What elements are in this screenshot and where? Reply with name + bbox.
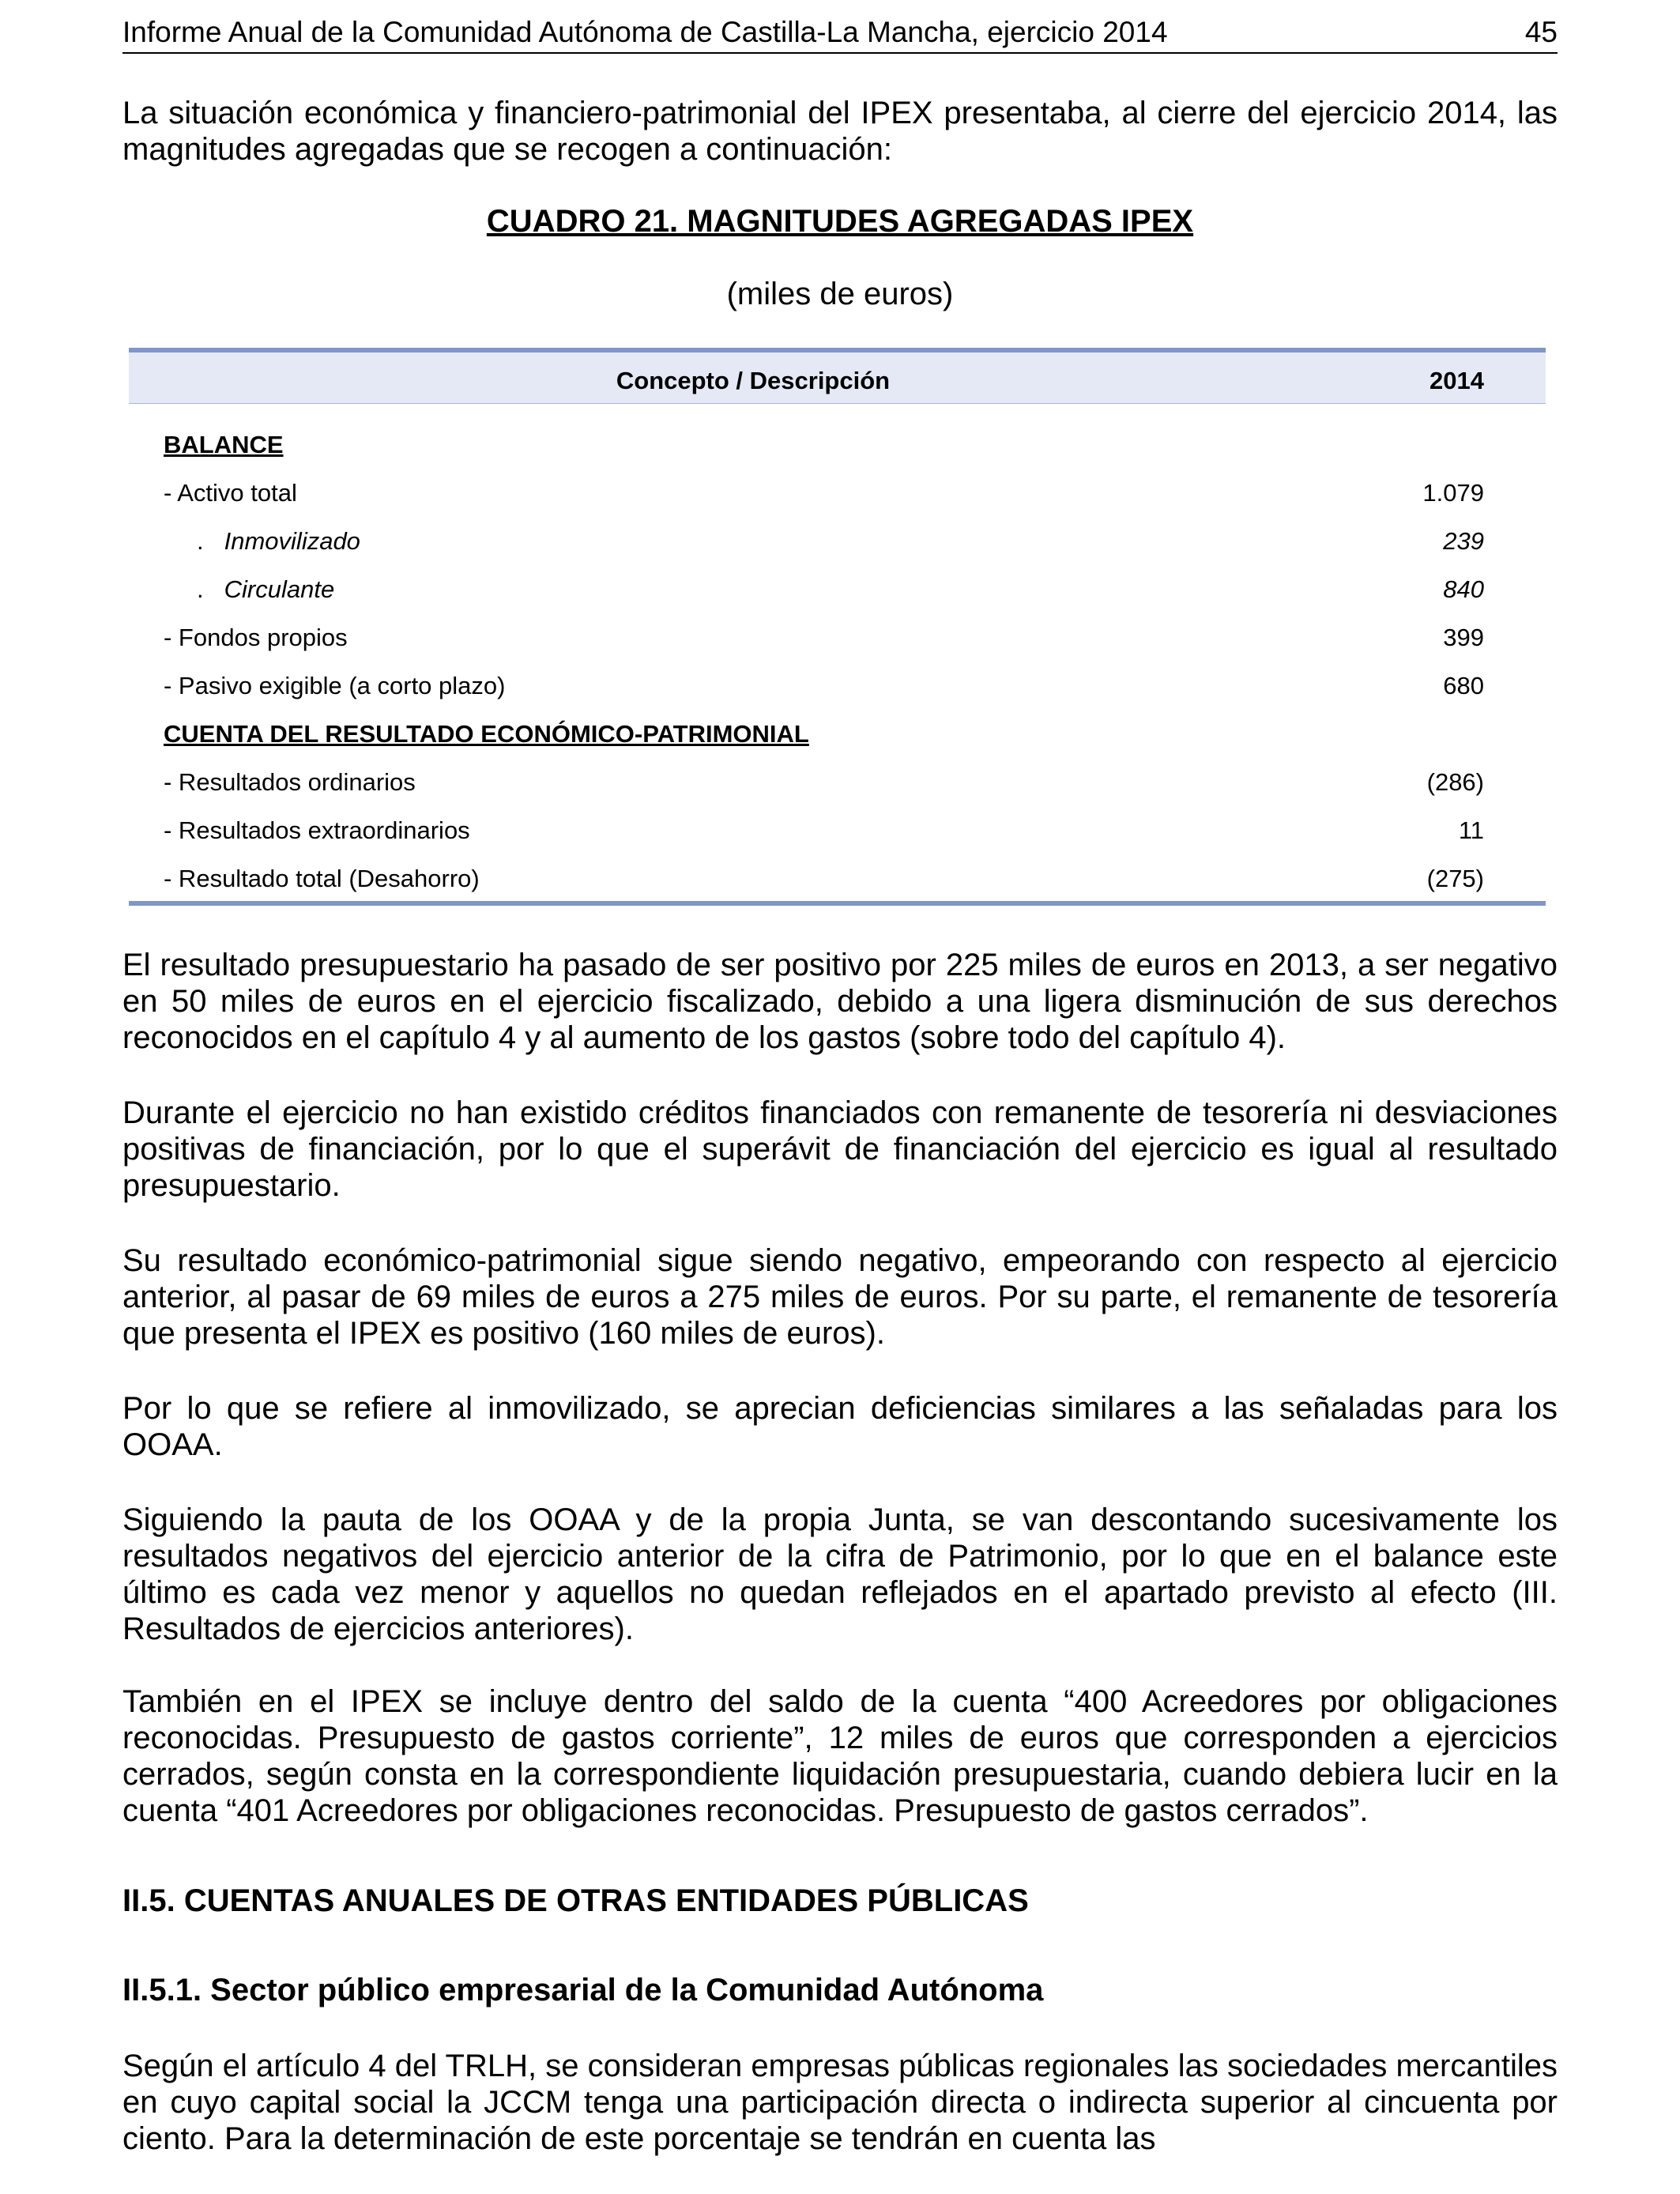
column-header-concept: Concepto / Descripción [616, 367, 891, 394]
section-heading: II.5. CUENTAS ANUALES DE OTRAS ENTIDADES PÚBLICAS [122, 1883, 1029, 1918]
table-row [129, 624, 1546, 655]
paragraph: Por lo que se refiere al inmovilizado, se aprecian deficiencias similares a las señaladas para los OOAA. [122, 1391, 1558, 1462]
intro-paragraph: La situación económica y financiero-patrimonial del IPEX presentaba, al cierre del ejercicio 2014, las magnitudes agregadas que se recogen a continuación: [122, 96, 1558, 167]
row-label: - Fondos propios [164, 624, 348, 651]
row-label: - Pasivo exigible (a corto plazo) [164, 672, 506, 699]
paragraph: Según el artículo 4 del TRLH, se consideran empresas públicas regionales las sociedades mercantiles en cuyo capital social la JCCM tenga una participación directa o indirecta superior al cincuenta por ciento. Para la determinación de este porcentaje se tendrán en cuenta las [122, 2049, 1558, 2156]
table-row [129, 479, 1546, 511]
subsection-heading: II.5.1. Sector público empresarial de la Comunidad Autónoma [122, 1973, 1044, 2007]
section-heading-result [129, 720, 1546, 752]
section-heading-balance [129, 431, 1546, 462]
bullet-dot: . [197, 575, 204, 603]
row-value: 1.079 [1422, 479, 1484, 507]
row-value: 11 [1458, 816, 1484, 844]
row-value: 239 [1443, 527, 1484, 555]
table-row [129, 865, 1546, 896]
paragraph: Siguiendo la pauta de los OOAA y de la propia Junta, se van descontando sucesivamente los resultados negativos del ejercicio anterior de la cifra de Patrimonio, por lo que en el balance este último es cada vez menor y aquellos no quedan reflejados en el apartado previsto al efecto (III. Resultados de ejercicios anteriores). [122, 1502, 1558, 1646]
row-value: 680 [1443, 672, 1484, 699]
row-value: (286) [1426, 768, 1484, 796]
table-unit: (miles de euros) [726, 277, 954, 311]
bullet-dot: . [197, 527, 204, 555]
row-label [197, 527, 360, 556]
table-row [129, 575, 1546, 607]
page-header [122, 8, 1558, 54]
table-header [129, 352, 1546, 404]
table-row [129, 672, 1546, 703]
row-label-text: Circulante [224, 575, 335, 603]
row-label-text: Inmovilizado [224, 527, 360, 555]
section-label: BALANCE [164, 431, 284, 458]
table-bottom-rule [129, 901, 1546, 906]
row-value: (275) [1426, 865, 1484, 892]
row-label: - Activo total [164, 479, 297, 507]
row-label [197, 575, 334, 604]
paragraph: Durante el ejercicio no han existido créditos financiados con remanente de tesorería ni desviaciones positivas de financiación, por lo que el superávit de financiación del ejercicio es igual al resultado presupuestario. [122, 1095, 1558, 1203]
row-label: - Resultados ordinarios [164, 768, 416, 796]
table-row [129, 527, 1546, 559]
paragraph: Su resultado económico-patrimonial sigue siendo negativo, empeorando con respecto al ejercicio anterior, al pasar de 69 miles de euros a 275 miles de euros. Por su parte, el remanente de tesorería que presenta el IPEX es positivo (160 miles de euros). [122, 1243, 1558, 1351]
row-label: - Resultado total (Desahorro) [164, 865, 480, 892]
row-value: 399 [1443, 624, 1484, 651]
column-header-year: 2014 [1430, 367, 1484, 394]
row-label: - Resultados extraordinarios [164, 816, 470, 844]
page-number: 45 [1524, 16, 1558, 48]
table-title [0, 204, 1680, 239]
table-title-text: CUADRO 21. MAGNITUDES AGREGADAS IPEX [486, 204, 1194, 239]
paragraph: También en el IPEX se incluye dentro del saldo de la cuenta “400 Acreedores por obligaciones reconocidas. Presupuesto de gastos corriente”, 12 miles de euros que corresponden a ejercicios cerrados, según consta en la correspondiente liquidación presupuestaria, cuando debiera lucir en la cuenta “401 Acreedores por obligaciones reconocidas. Presupuesto de gastos cerrados”. [122, 1684, 1558, 1828]
paragraph: El resultado presupuestario ha pasado de ser positivo por 225 miles de euros en 2013, a ser negativo en 50 miles de euros en el ejercicio fiscalizado, debido a una ligera disminución de sus derechos reconocidos en el capítulo 4 y al aumento de los gastos (sobre todo del capítulo 4). [122, 948, 1558, 1055]
section-label: CUENTA DEL RESULTADO ECONÓMICO-PATRIMONIAL [164, 720, 809, 748]
header-title: Informe Anual de la Comunidad Autónoma de Castilla-La Mancha, ejercicio 2014 [122, 16, 1168, 48]
row-value: 840 [1443, 575, 1484, 603]
table-row [129, 768, 1546, 800]
table-row [129, 816, 1546, 848]
